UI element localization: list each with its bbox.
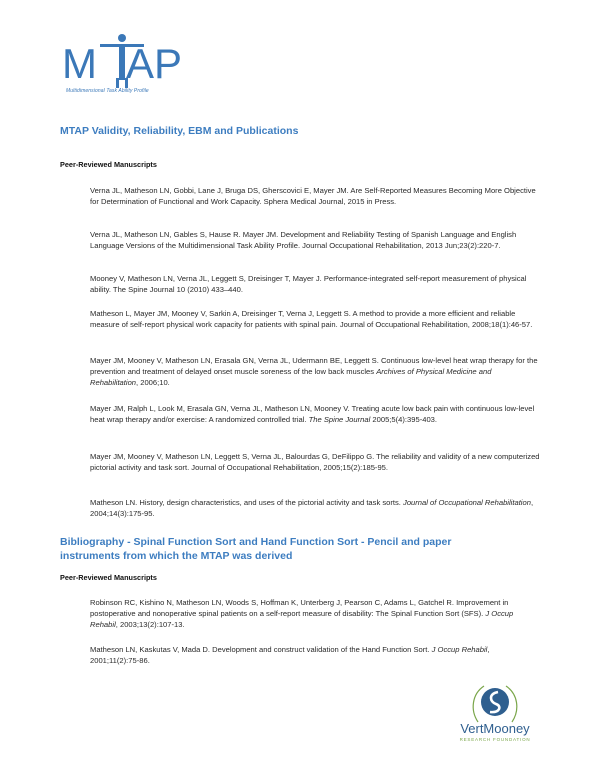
journal-title: J Occup Rehabil (431, 645, 488, 654)
reference-item: Mayer JM, Ralph L, Look M, Erasala GN, Verna JL, Matheson LN, Mooney V. Treating acute low back pain with continuous low-level heat wrap therapy and/or exercise: A randomized controlled trial. The Spine Journal 2005;5(4):395-403. (90, 404, 535, 424)
section1-title: MTAP Validity, Reliability, EBM and Publications (60, 125, 299, 137)
logo-letter-m: M (62, 40, 97, 86)
reference-item: Matheson L, Mayer JM, Mooney V, Sarkin A, Dreisinger T, Verna J, Leggett S. A method to provide a more efficient and reliable measure of self-report physical work capacity for patients with spinal pain. Journal of Occupational Rehabilitation, 2008;18(1):46-57. (90, 309, 533, 329)
section1-subheading: Peer-Reviewed Manuscripts (60, 160, 157, 169)
vertmooney-wordmark: VertMooney (460, 721, 530, 736)
reference-item: Robinson RC, Kishino N, Matheson LN, Woods S, Hoffman K, Unterberg J, Pearson C, Adams L, Gatchel R. Improvement in postoperative and nonoperative spinal patients on a self-report measure of disability: The Spinal Function Sort (SFS). J Occup Rehabil, 2003;13(2):107-13. (90, 598, 514, 629)
reference-item: Mayer JM, Mooney V, Matheson LN, Erasala GN, Verna JL, Udermann BE, Leggett S. Continuous low-level heat wrap therapy for the prevention and treatment of delayed onset muscle soreness of the low back muscles Archives of Physical Medicine and Rehabilitation, 2006;10. (90, 356, 538, 387)
reference-item: Mooney V, Matheson LN, Verna JL, Leggett S, Dreisinger T, Mayer J. Performance-integrated self-report measurement of physical ability. The Spine Journal 10 (2010) 433–440. (90, 274, 527, 294)
reference-item: Mayer JM, Mooney V, Matheson LN, Leggett S, Verna JL, Balourdas G, DeFilippo G. The reliability and validity of a new computerized pictorial activity and task sort. Journal of Occupational Rehabilitation, 2005;15(2):185-95. (90, 452, 540, 472)
reference-item: Verna JL, Matheson LN, Gobbi, Lane J, Bruga DS, Gherscovici E, Mayer JM. Are Self-Reported Measures Becoming More Objective for Determination of Functional and Work Capacity. Sphera Medical Journal, 2015 in Press. (90, 186, 536, 206)
journal-title: J Occup Rehabil (90, 609, 514, 629)
reference-item: Matheson LN. History, design characteristics, and uses of the pictorial activity and task sorts. Journal of Occupational Rehabilitation, 2004;14(3):175-95. (90, 498, 534, 518)
reference-item: Matheson LN, Kaskutas V, Mada D. Development and construct validation of the Hand Function Sort. J Occup Rehabil, 2001;11(2):75-86. (90, 645, 490, 665)
journal-title: Archives of Physical Medicine and Rehabilitation (90, 367, 492, 387)
reference-item: Verna JL, Matheson LN, Gables S, Hause R. Mayer JM. Development and Reliability Testing of Spanish Language and English Language Versions of the Multidimensional Task Ability Profile. Journal Occupational Rehabilitation, 2013 Jun;23(2):220-7. (90, 230, 517, 250)
logo-subtitle: Multidimensional Task Ability Profile (66, 88, 149, 94)
vertmooney-logo (440, 680, 550, 750)
journal-title: The Spine Journal (308, 415, 371, 424)
journal-title: Journal of Occupational Rehabilitation (403, 498, 531, 507)
vertmooney-subtitle: RESEARCH FOUNDATION (459, 737, 531, 742)
section2-title: Bibliography - Spinal Function Sort and Hand Function Sort - Pencil and paper instruments from which the MTAP was derived (60, 536, 452, 562)
logo-letter-ap: AP (126, 40, 182, 86)
logo-letters (62, 40, 182, 86)
section2-subheading: Peer-Reviewed Manuscripts (60, 573, 157, 582)
